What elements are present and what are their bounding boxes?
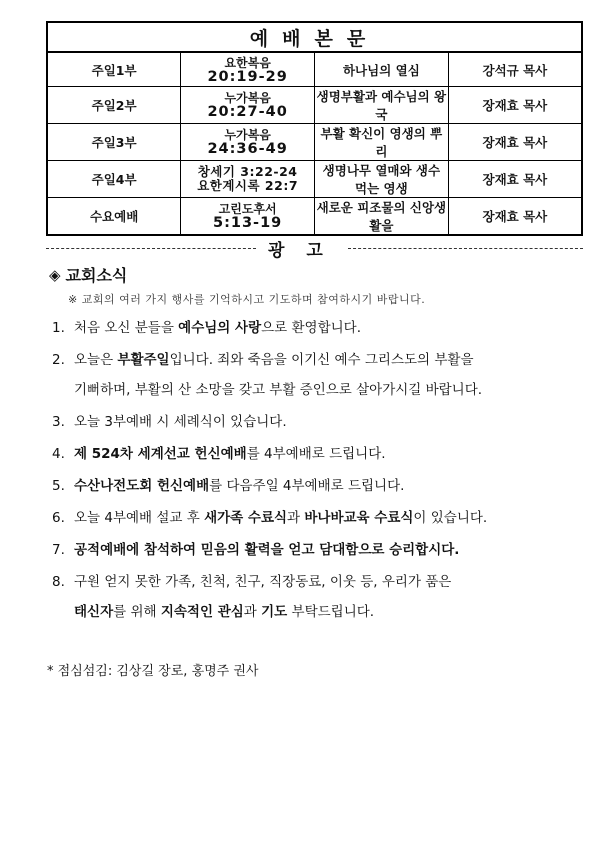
item-text: 처음 오신 분들을 예수님의 사랑으로 환영합니다. <box>74 320 361 336</box>
sermon-table-header-row <box>47 22 582 52</box>
sermon-table-header: 예배본문 <box>47 22 582 52</box>
list-item <box>52 412 572 433</box>
service-name: 주일4부 <box>47 161 181 198</box>
announcements-heading <box>46 236 583 261</box>
sermon-title: 부활 확신이 영생의 뿌리 <box>315 124 449 161</box>
dashed-divider <box>46 248 256 249</box>
preacher-name: 장재효 목사 <box>448 198 582 236</box>
scripture-verse: 20:19-29 <box>207 68 288 85</box>
sermon-title: 생명부활과 예수님의 왕국 <box>315 87 449 124</box>
item-number: 8. <box>52 574 65 590</box>
table-row <box>47 198 582 236</box>
sermon-title: 하나님의 열심 <box>315 52 449 87</box>
item-text: 오늘은 부활주일입니다. 죄와 죽음을 이기신 예수 그리스도의 부활을 기뻐하며, 부활의 산 소망을 갖고 부활 증인으로 살아가시길 바랍니다. <box>74 350 572 401</box>
item-text: 오늘 4부예배 설교 후 새가족 수료식과 바나바교육 수료식이 있습니다. <box>74 510 488 526</box>
table-row <box>47 52 582 87</box>
diamond-bullet-icon: ◈ <box>49 265 61 284</box>
scripture-verse: 요한계시록 22:7 <box>197 178 299 193</box>
announcement-list <box>52 318 572 634</box>
scripture-verse: 20:27-40 <box>207 104 288 120</box>
item-number: 5. <box>52 478 65 494</box>
scripture-book: 고린도후서 <box>218 202 277 216</box>
scripture-book: 누가복음 <box>224 91 271 105</box>
section-title <box>49 263 127 286</box>
preacher-name: 장재효 목사 <box>448 124 582 161</box>
sermon-title: 새로운 피조물의 신앙생활을 <box>315 198 449 236</box>
scripture-reference <box>181 52 315 87</box>
service-name: 주일2부 <box>47 87 181 124</box>
scripture-verse: 5:13-19 <box>212 215 283 231</box>
item-number: 3. <box>52 414 65 430</box>
item-text: 공적예배에 참석하여 믿음의 활력을 얻고 담대함으로 승리합시다. <box>74 542 460 558</box>
table-row <box>47 87 582 124</box>
scripture-book: 요한복음 <box>224 55 271 70</box>
announcements-title: 광고 <box>268 241 345 261</box>
list-item <box>52 444 572 465</box>
service-name: 주일1부 <box>47 52 181 87</box>
preacher-name: 장재효 목사 <box>448 87 582 124</box>
scripture-reference <box>181 198 315 236</box>
lunch-service-note: * 점심섬김: 김상길 장로, 홍명주 권사 <box>47 664 259 679</box>
table-row <box>47 161 582 198</box>
item-text <box>74 572 572 623</box>
section-note: ※ 교회의 여러 가지 행사를 기억하시고 기도하며 참여하시기 바랍니다. <box>68 293 426 306</box>
scripture-reference <box>181 87 315 124</box>
scripture-verse: 24:36-49 <box>207 141 288 157</box>
list-item <box>52 572 572 623</box>
sermon-title: 생명나무 열매와 생수 먹는 영생 <box>315 161 449 198</box>
scripture-reference <box>181 161 315 198</box>
service-name: 주일3부 <box>47 124 181 161</box>
item-text: 수산나전도회 헌신예배를 다음주일 4부예배로 드립니다. <box>74 478 405 494</box>
list-item <box>52 540 572 561</box>
section-title-text: 교회소식 <box>65 266 128 285</box>
item-text: 오늘 3부예배 시 세례식이 있습니다. <box>74 414 287 430</box>
item-text-line: 구원 얻지 못한 가족, 친척, 친구, 직장동료, 이웃 등, 우리가 품은 <box>74 574 452 590</box>
item-number: 2. <box>52 352 65 368</box>
sermon-table <box>46 21 583 236</box>
list-item <box>52 508 572 529</box>
preacher-name: 강석규 목사 <box>448 52 582 87</box>
table-row <box>47 124 582 161</box>
item-text-continued: 태신자를 위해 지속적인 관심과 기도 부탁드립니다. <box>74 604 375 620</box>
scripture-reference <box>181 124 315 161</box>
dashed-divider <box>348 248 583 249</box>
list-item <box>52 318 572 339</box>
item-number: 1. <box>52 320 65 336</box>
scripture-book: 창세기 3:22-24 <box>197 164 298 179</box>
item-number: 6. <box>52 510 65 526</box>
service-name: 수요예배 <box>47 198 181 236</box>
scripture-book: 누가복음 <box>224 128 271 142</box>
item-text: 제 524차 세계선교 헌신예배를 4부예배로 드립니다. <box>74 446 386 462</box>
item-number: 4. <box>52 446 65 462</box>
list-item <box>52 350 572 401</box>
item-number: 7. <box>52 542 65 558</box>
list-item <box>52 476 572 497</box>
preacher-name: 장재효 목사 <box>448 161 582 198</box>
item-text-continued: 기뻐하며, 부활의 산 소망을 갖고 부활 증인으로 살아가시길 바랍니다. <box>74 382 483 398</box>
